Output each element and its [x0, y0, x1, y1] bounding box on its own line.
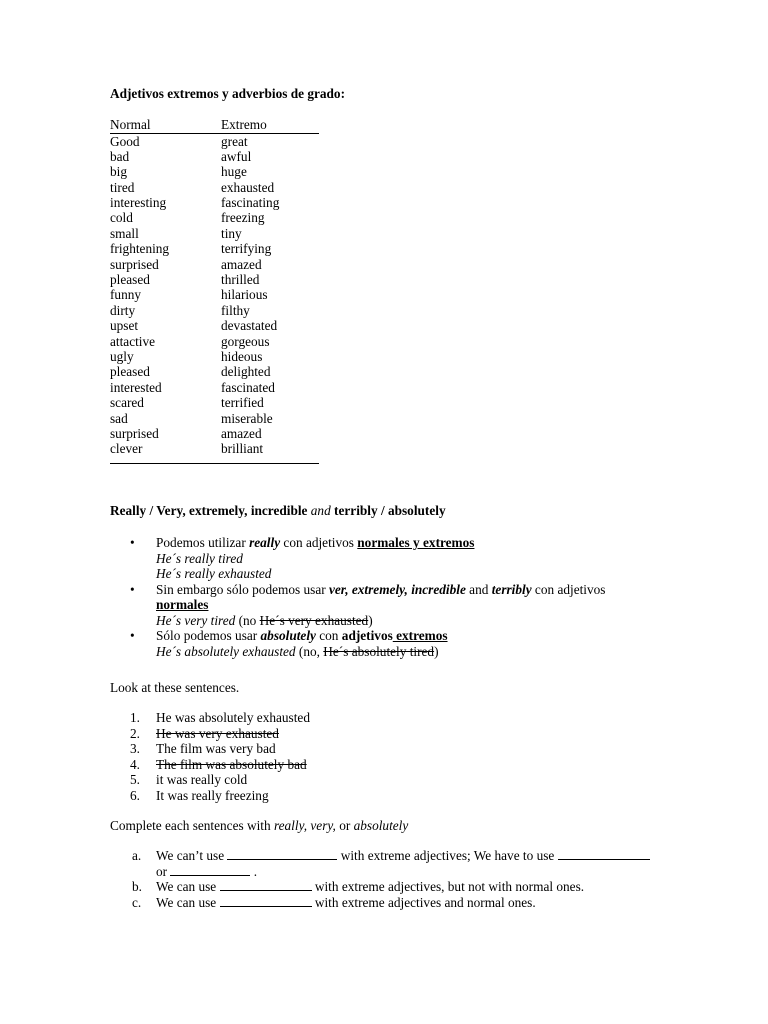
heading-part-2: terribly / absolutely — [330, 503, 446, 518]
table-row — [110, 149, 319, 164]
bullet-icon: • — [130, 581, 135, 597]
normal-word: surprised — [110, 425, 159, 441]
table-row — [110, 426, 319, 441]
sentence-number: 6. — [130, 787, 140, 803]
exercise-list — [132, 848, 692, 910]
sentence-item — [130, 772, 690, 788]
exercise-item-a: a. We can’t use with extreme adjectives; We have to use or . — [132, 848, 692, 879]
table-row — [110, 287, 319, 302]
example-line: He´s absolutely exhausted (no, He´s absolutely tired) — [156, 643, 439, 659]
exercise-item-c: c. We can use with extreme adjectives and normal ones. — [132, 894, 536, 910]
column-header-normal: Normal — [110, 117, 151, 132]
table-row — [110, 272, 319, 287]
column-header-extremo: Extremo — [221, 117, 267, 132]
rule-text: Podemos utilizar really con adjetivos normales y extremos — [156, 535, 475, 550]
table-row — [110, 257, 319, 272]
heading-part-1: Really / Very, extremely, incredible — [110, 503, 311, 518]
table-row — [110, 134, 319, 149]
table-header — [110, 117, 319, 134]
normal-word: dirty — [110, 302, 136, 318]
normal-word: tired — [110, 179, 135, 195]
normal-word: bad — [110, 148, 130, 164]
normal-word: Good — [110, 133, 140, 149]
extreme-word: exhausted — [221, 179, 275, 195]
answer-blank[interactable] — [558, 848, 650, 860]
rule-item-absolutely — [130, 628, 690, 659]
table-row — [110, 334, 319, 349]
normal-word: attactive — [110, 333, 156, 349]
example-sentence: He´s really exhausted — [156, 566, 272, 581]
heading-and: and — [310, 503, 331, 518]
example-line: He´s very tired (no He´s very exhausted) — [156, 612, 373, 628]
document-title: Adjetivos extremos y adverbios de grado: — [110, 86, 346, 101]
normal-word: small — [110, 225, 139, 241]
rule-text: Sólo podemos usar absolutely con adjetivos extremos — [156, 628, 448, 643]
table-row — [110, 195, 319, 210]
extreme-word: amazed — [221, 425, 262, 441]
extreme-word: tiny — [221, 225, 242, 241]
extreme-word: huge — [221, 164, 247, 180]
extreme-word: gorgeous — [221, 333, 270, 349]
sentence-list — [130, 710, 690, 804]
table-row — [110, 364, 319, 379]
rule-emphasis: normales — [156, 597, 209, 612]
normal-word: interesting — [110, 195, 167, 211]
sentence-item — [130, 788, 690, 804]
extreme-word: miserable — [221, 410, 273, 426]
extreme-word: fascinated — [221, 379, 275, 395]
table-row — [110, 318, 319, 333]
table-row — [110, 395, 319, 410]
exercise-item-b: b. We can use with extreme adjectives, but not with normal ones. — [132, 879, 585, 894]
table-row — [110, 411, 319, 426]
rule-text: Sin embargo sólo podemos usar ver, extremely, incredible and terribly con adjetivos — [156, 581, 606, 597]
extreme-word: hideous — [221, 348, 263, 364]
table-row — [110, 210, 319, 225]
sentence-text: It was really freezing — [156, 787, 269, 803]
answer-blank[interactable] — [170, 864, 250, 876]
normal-word: pleased — [110, 272, 150, 288]
normal-word: funny — [110, 287, 142, 303]
table-bottom-rule — [110, 463, 319, 464]
sentence-text: The film was very bad — [156, 741, 276, 757]
sentence-text: He was very exhausted — [156, 725, 279, 741]
sentence-item — [130, 741, 690, 757]
normal-word: big — [110, 164, 127, 180]
normal-word: pleased — [110, 364, 150, 380]
sentence-number: 4. — [130, 756, 140, 772]
complete-intro: Complete each sentences with really, very, or absolutely — [110, 818, 409, 833]
sentence-number: 2. — [130, 725, 140, 741]
normal-word: ugly — [110, 348, 134, 364]
table-row — [110, 303, 319, 318]
extreme-word: devastated — [221, 318, 278, 334]
normal-word: cold — [110, 210, 133, 226]
normal-word: sad — [110, 410, 128, 426]
sentence-item — [130, 710, 690, 726]
extreme-word: brilliant — [221, 441, 264, 457]
extreme-word: terrifying — [221, 241, 272, 257]
extreme-word: fascinating — [221, 195, 280, 211]
table-row — [110, 241, 319, 256]
normal-word: scared — [110, 395, 144, 411]
adjective-table — [110, 117, 319, 464]
sentence-number: 1. — [130, 710, 140, 725]
normal-word: clever — [110, 441, 143, 457]
sentence-number: 3. — [130, 741, 140, 757]
extreme-word: delighted — [221, 364, 271, 380]
extreme-word: thrilled — [221, 272, 260, 288]
rule-item-really — [130, 535, 690, 582]
look-intro: Look at these sentences. — [110, 680, 240, 695]
answer-blank[interactable] — [227, 848, 337, 860]
bullet-icon: • — [130, 628, 135, 643]
extreme-word: filthy — [221, 302, 250, 318]
extreme-word: awful — [221, 148, 252, 164]
table-row — [110, 349, 319, 364]
table-row — [110, 180, 319, 195]
rule-item-very — [130, 582, 690, 629]
table-row — [110, 441, 319, 456]
sentence-text: He was absolutely exhausted — [156, 710, 310, 725]
normal-word: surprised — [110, 256, 159, 272]
rules-list — [130, 535, 690, 659]
example-sentence: He´s really tired — [156, 550, 243, 566]
sentence-text: The film was absolutely bad — [156, 756, 307, 772]
table-row — [110, 164, 319, 179]
answer-blank[interactable] — [220, 895, 312, 907]
section-heading — [110, 503, 446, 519]
table-body — [110, 134, 319, 457]
answer-blank[interactable] — [220, 879, 312, 891]
extreme-word: hilarious — [221, 287, 268, 303]
extreme-word: great — [221, 133, 248, 149]
extreme-word: freezing — [221, 210, 265, 226]
table-row — [110, 380, 319, 395]
sentence-text: it was really cold — [156, 772, 248, 788]
bullet-icon: • — [130, 535, 135, 550]
extreme-word: terrified — [221, 395, 264, 411]
normal-word: interested — [110, 379, 162, 395]
normal-word: frightening — [110, 241, 170, 257]
normal-word: upset — [110, 318, 139, 334]
sentence-item — [130, 757, 690, 773]
sentence-item — [130, 726, 690, 742]
extreme-word: amazed — [221, 256, 262, 272]
table-row — [110, 226, 319, 241]
sentence-number: 5. — [130, 772, 140, 788]
